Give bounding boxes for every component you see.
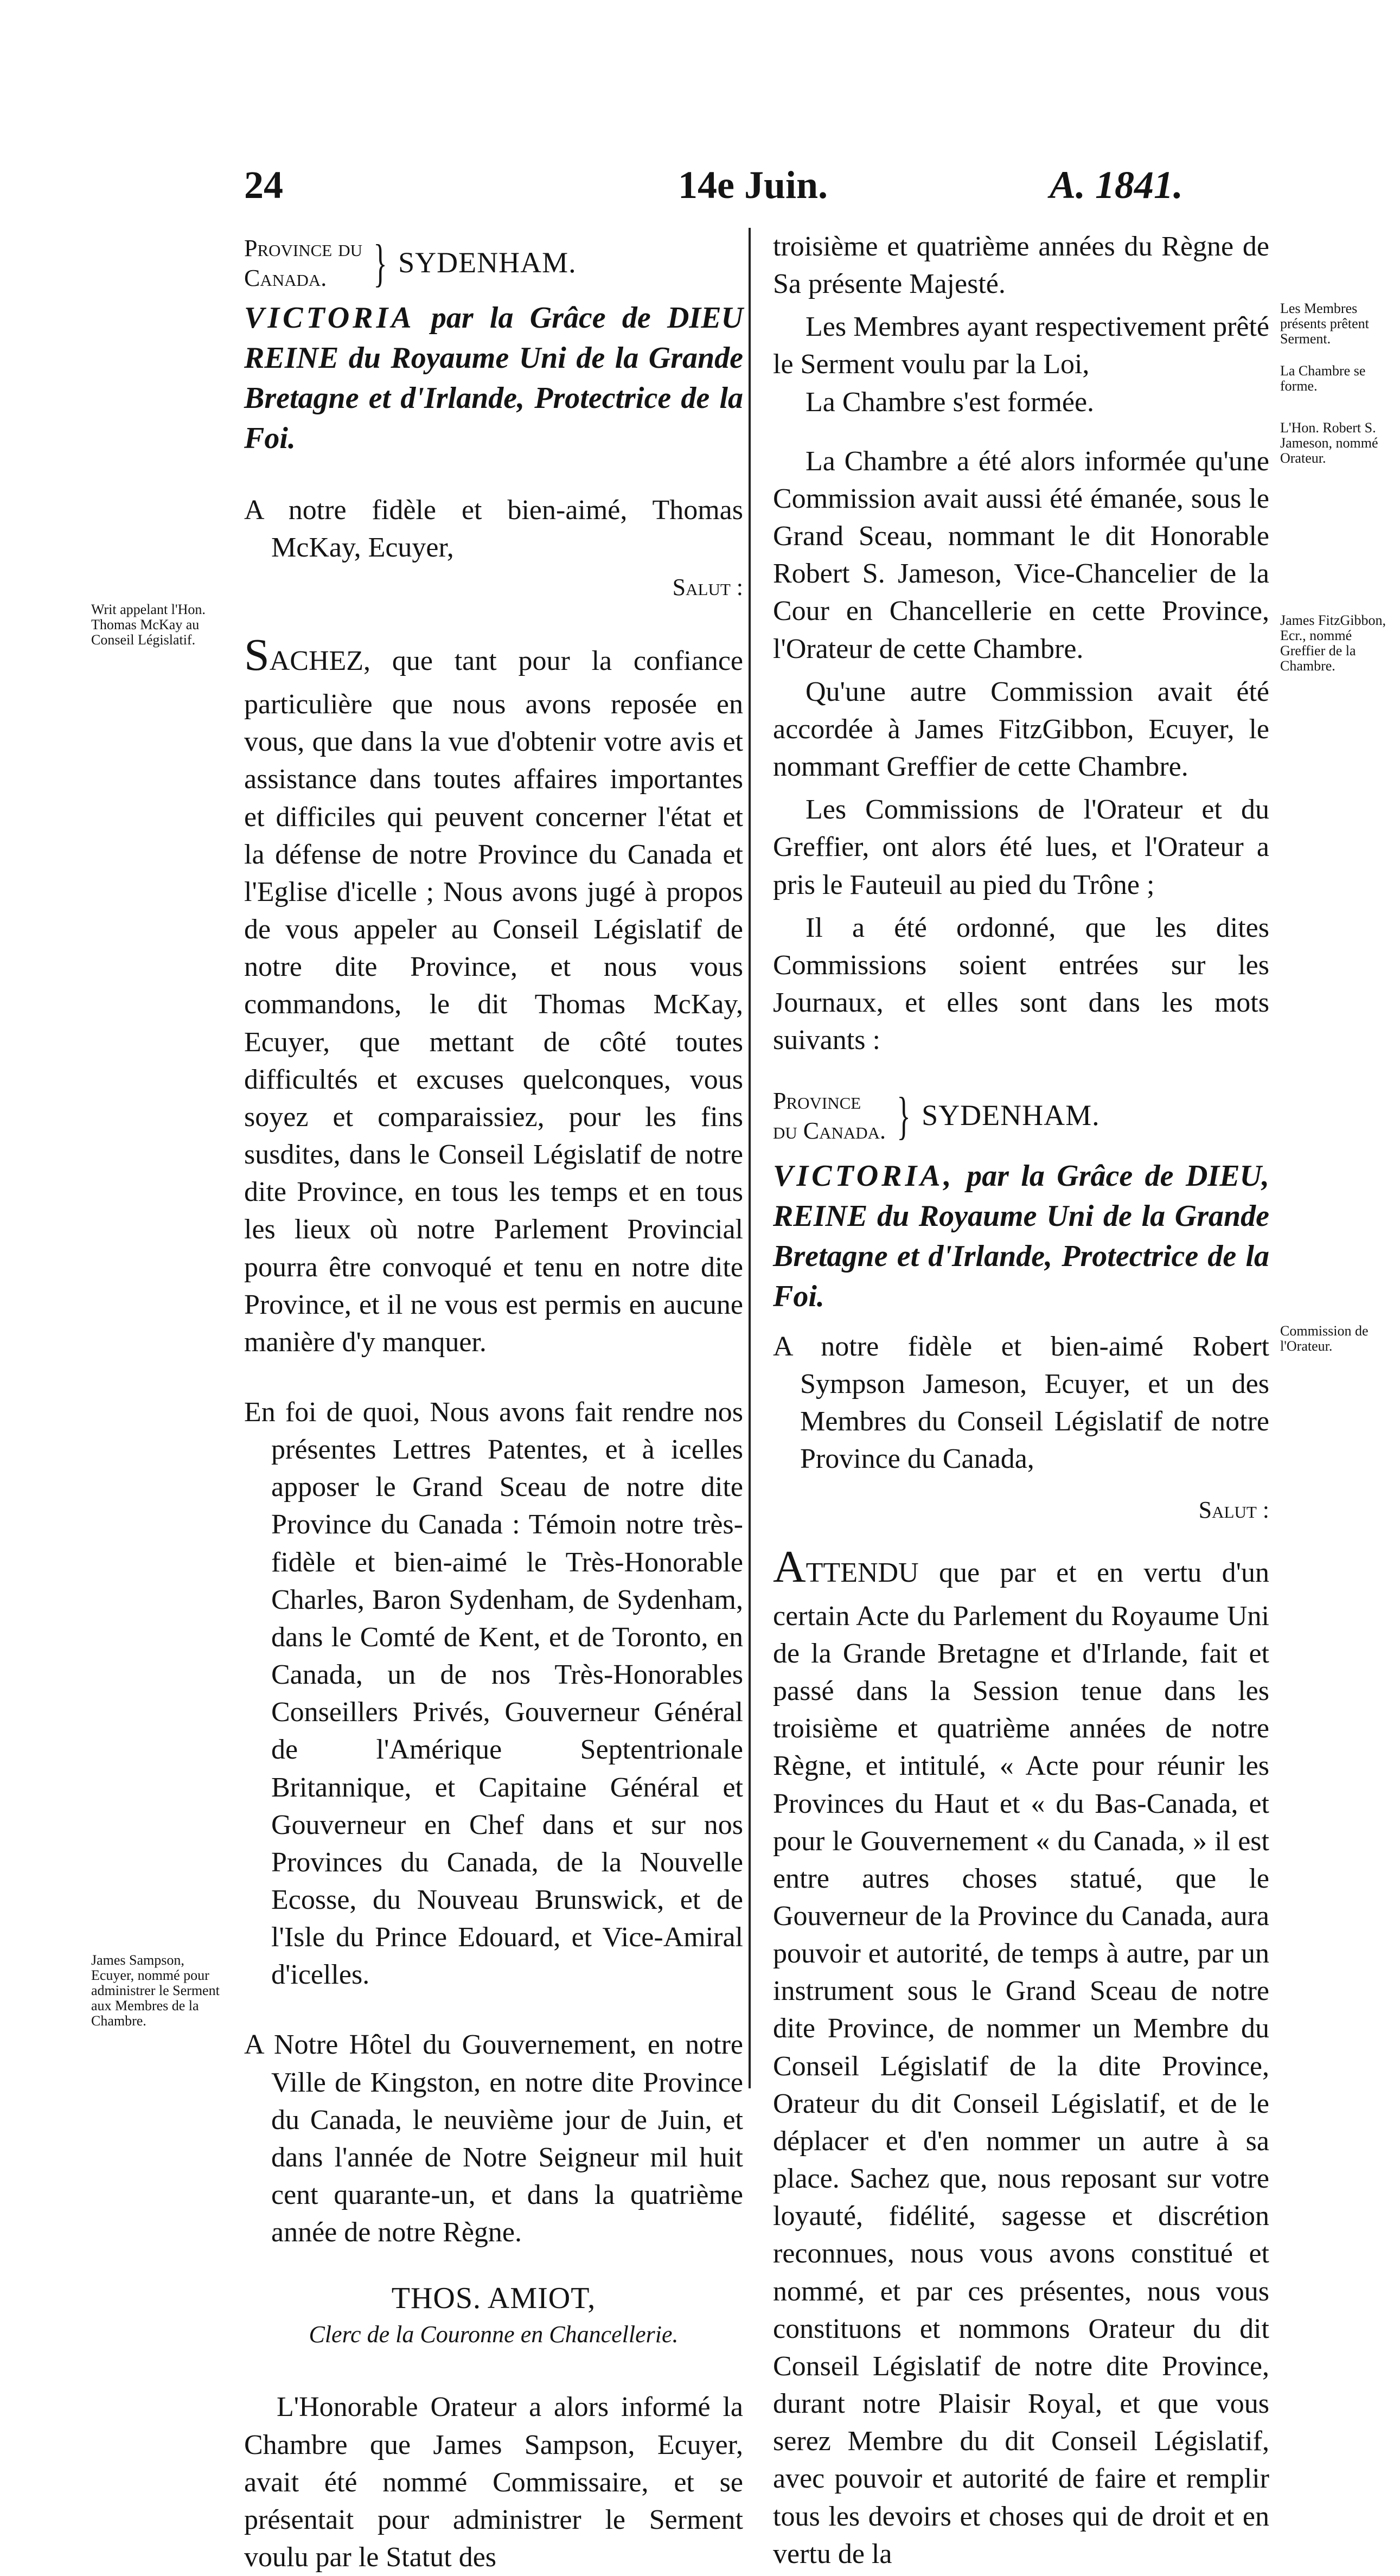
victoria-name: VICTORIA: [244, 301, 415, 335]
hotel-paragraph: A Notre Hôtel du Gouvernement, en notre Ville de Kingston, en notre dite Province du Canada, le neuvième jour de Juin, et dans l'année de Notre Seigneur mil huit cent quarante-un, et dans la quatrième année de notre Règne.: [244, 2029, 743, 2248]
right-paragraph-6: Les Commissions de l'Orateur et du Greffier, ont alors été lues, et l'Orateur a pris le Fauteuil au pied du Trône ;: [773, 794, 1269, 900]
address-paragraph-2: A notre fidèle et bien-aimé Robert Sympson Jameson, Ecuyer, et un des Membres du Conseil Législatif de notre Province du Canada,: [773, 1331, 1269, 1475]
page-year: A. 1841.: [1050, 163, 1184, 207]
salut-label-2: Salut :: [1198, 1496, 1269, 1523]
right-paragraph-5: Qu'une autre Commission avait été accordée à James FitzGibbon, Ecuyer, le nommant Greffier de cette Chambre.: [773, 676, 1269, 783]
sydenham-heading: SYDENHAM.: [398, 246, 577, 279]
sachez-text: ACHEZ, que tant pour la confiance particulière que nous avons reposée en vous, que dans la vue d'obtenir votre avis et assistance dans toutes affaires importantes et difficiles qui peuvent concerner l'état et la défense de notre Province du Canada et l'Eglise d'icelle ; Nous avons jugé à propos de vous appeler au Conseil Législatif de notre dite Province, et nous vous commandons, le dit Thomas McKay, Ecuyer, que mettant de côté toutes difficultés et excuses quelconques, vous soyez et comparaissiez, pour les fins susdites, dans le Conseil Législatif de notre dite Province, en tous les temps et en tous les lieux où notre Parlement Provincial pourra être convoqué et tenu en notre dite Province, et il ne vous est permis en aucune manière d'y manquer.: [244, 645, 743, 1358]
drop-cap: A: [773, 1542, 806, 1593]
right-paragraph-4: La Chambre a été alors informée qu'une Commission avait aussi été émanée, sous le Grand Sceau, nommant le dit Honorable Robert S. Jameson, Vice-Chancelier de la Cour en Chancellerie en cette Province, l'Orateur de cette Chambre.: [773, 445, 1269, 664]
clerk-title: Clerc de la Couronne en Chancellerie.: [309, 2321, 679, 2348]
en-foi-paragraph: En foi de quoi, Nous avons fait rendre nos présentes Lettres Patentes, et à icelles apposer le Grand Sceau de notre dite Province du Canada : Témoin notre très-fidèle et bien-aimé le Très-Honorable Charles, Baron Sydenham, de Sydenham, dans le Comté de Kent, et de Toronto, en Canada, un de nos Très-Honorables Conseillers Privés, Gouverneur Général de l'Amérique Septentrionale Britannique, et Capitaine Général et Gouverneur en Chef dans et sur nos Provinces du Canada, de la Nouvelle Ecosse, du Nouveau Brunswick, et de l'Isle du Prince Edouard, et Vice-Amiral d'icelles.: [244, 1396, 743, 1991]
victoria-title: [244, 298, 743, 459]
victoria-name: VICTORIA,: [773, 1159, 955, 1193]
victoria-rest: par la Grâce de DIEU, REINE du Royaume Uni de la Grande Bretagne et d'Irlande, Protectrice de la Foi.: [773, 1159, 1269, 1313]
margin-note-jameson: L'Hon. Robert S. Jameson, nommé Orateur.: [1280, 420, 1378, 466]
margin-note-writ: Writ appelant l'Hon. Thomas McKay au Conseil Législatif.: [91, 602, 206, 648]
right-paragraph-3: La Chambre s'est formée.: [806, 386, 1095, 418]
salut-label: Salut :: [672, 573, 743, 600]
honorable-paragraph: L'Honorable Orateur a alors informé la Chambre que James Sampson, Ecuyer, avait été nommé Commissaire, et se présentait pour administrer le Serment voulu par le Statut des: [244, 2392, 743, 2573]
left-column: [244, 233, 743, 2576]
brace-icon: }: [373, 234, 387, 292]
province-line-1: Province: [773, 1088, 861, 1115]
margin-note-membres: Les Membres présents prêtent Serment.: [1280, 301, 1369, 347]
margin-note-fitzgibbon: James FitzGibbon, Ecr., nommé Greffier de la Chambre.: [1280, 612, 1386, 674]
right-paragraph-1: troisième et quatrième années du Règne de Sa présente Majesté.: [773, 231, 1269, 300]
column-rule: [749, 228, 751, 2088]
province-line-2: Canada.: [244, 265, 327, 291]
margin-note-chambre: La Chambre se forme.: [1280, 363, 1366, 394]
page-number: 24: [244, 163, 283, 207]
brace-icon: }: [897, 1086, 911, 1145]
right-paragraph-2: Les Membres ayant respectivement prêté le Serment voulu par la Loi,: [773, 311, 1269, 380]
attendu-text: TTENDU que par et en vertu d'un certain Acte du Parlement du Royaume Uni de la Grande Bretagne et d'Irlande, fait et passé dans la Session tenue dans les troisième et quatrième années de notre Règne, et intitulé, « Acte pour réunir les Provinces du Haut et « du Bas-Canada, et pour le Gouvernement « du Canada, » il est entre autres choses statué, que le Gouverneur de la Province du Canada, aura pouvoir et autorité, de temps à autre, par un instrument sous le Grand Sceau de notre dite Province, de nommer un Membre du Conseil Législatif de la dite Province, Orateur du dit Conseil Législatif, et de le déplacer et d'en nommer un autre à sa place. Sachez que, nous reposant sur votre loyauté, fidélité, sagesse et discrétion reconnues, nous vous avons constitué et nommé, et par ces présentes, nous vous constituons et nommons Orateur du dit Conseil Législatif de notre dite Province, durant notre Plaisir Royal, et que vous serez Membre du dit Conseil Législatif, avec pouvoir et autorité de faire et remplir tous les devoirs et choses qui de droit et en vertu de la: [773, 1557, 1269, 2569]
sydenham-heading: SYDENHAM.: [922, 1099, 1100, 1132]
right-paragraph-7: Il a été ordonné, que les dites Commissions soient entrées sur les Journaux, et elles sont dans les mots suivants :: [773, 912, 1269, 1056]
drop-cap: S: [244, 630, 270, 681]
victoria-rest: par la Grâce de DIEU REINE du Royaume Uni de la Grande Bretagne et d'Irlande, Protectrice de la Foi.: [244, 301, 743, 455]
victoria-title-2: [773, 1156, 1269, 1317]
margin-note-commission: Commission de l'Orateur.: [1280, 1323, 1369, 1354]
page-date: 14e Juin.: [678, 163, 828, 207]
province-heading: [244, 233, 743, 293]
address-paragraph: A notre fidèle et bien-aimé, Thomas McKay, Ecuyer,: [244, 494, 743, 563]
attendu-paragraph: [773, 1537, 1269, 2573]
province-line-2: du Canada.: [773, 1117, 886, 1145]
margin-note-sampson: James Sampson, Ecuyer, nommé pour administrer le Serment aux Membres de la Chambre.: [91, 1952, 220, 2029]
province-line-1: Province du: [244, 235, 363, 261]
sachez-paragraph: [244, 625, 743, 1361]
signature: THOS. AMIOT,: [391, 2281, 596, 2316]
right-column: [773, 228, 1269, 2573]
province-heading-2: [773, 1086, 1269, 1146]
